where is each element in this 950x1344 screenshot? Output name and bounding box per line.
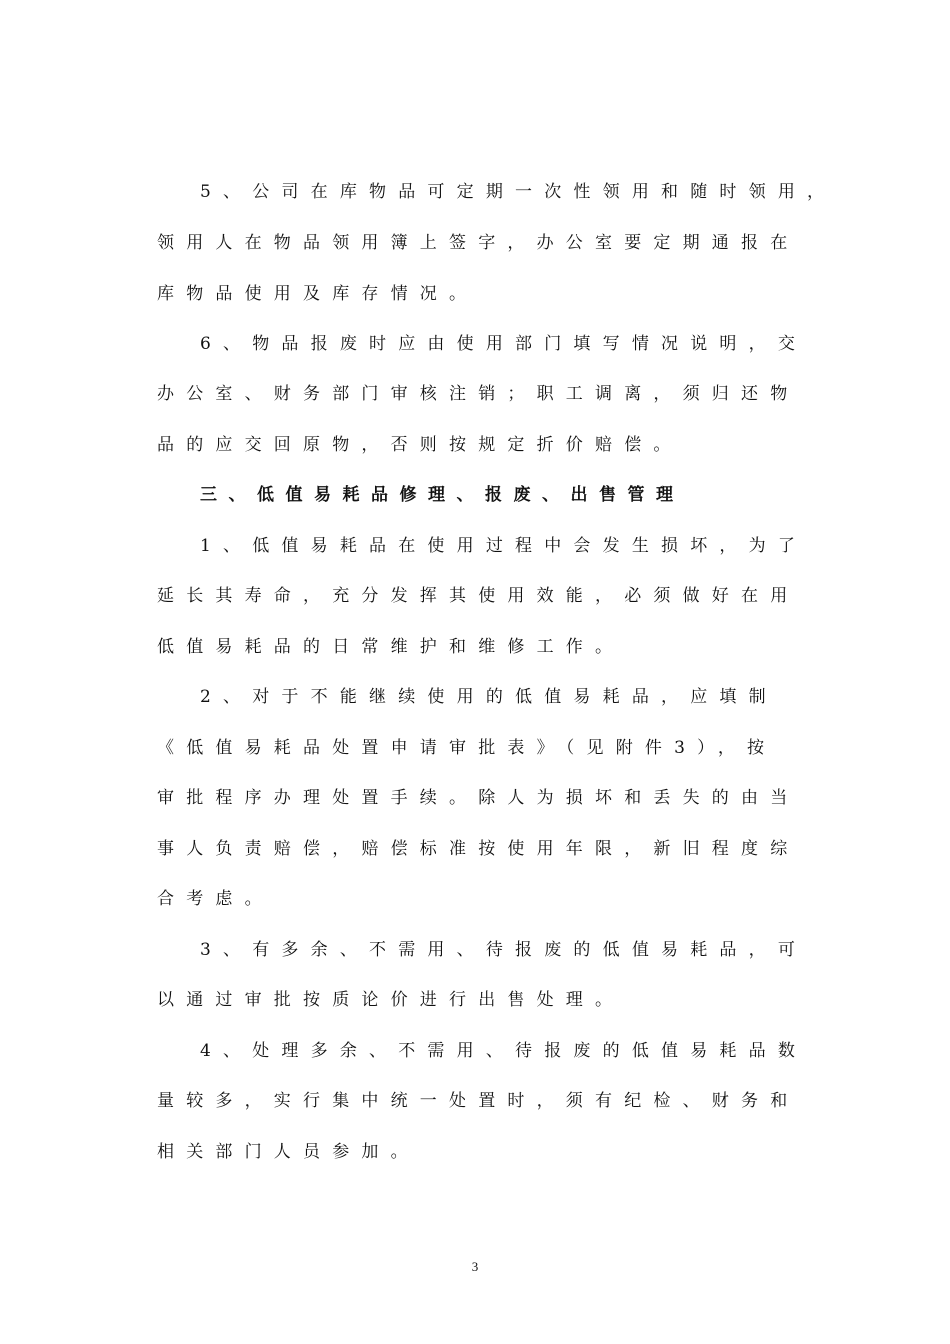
section-heading: 三、低值易耗品修理、报废、出售管理 xyxy=(200,485,685,505)
item-1-line-3: 低值易耗品的日常维护和维修工作。 xyxy=(157,637,625,657)
paragraph-6-line-3: 品的应交回原物，否则按规定折价赔偿。 xyxy=(157,435,683,455)
item-2-line-5: 合考虑。 xyxy=(157,889,274,909)
item-4-line-1: 4、处理多余、不需用、待报废的低值易耗品数 xyxy=(200,1041,808,1061)
page-number: 3 xyxy=(471,1259,479,1274)
paragraph-5-line-2: 领用人在物品领用簿上签字，办公室要定期通报在 xyxy=(157,233,800,253)
item-1-line-2: 延长其寿命，充分发挥其使用效能，必须做好在用 xyxy=(157,586,800,606)
item-4-line-3: 相关部门人员参加。 xyxy=(157,1142,420,1162)
item-2-line-3: 审批程序办理处置手续。除人为损坏和丢失的由当 xyxy=(157,788,800,808)
paragraph-6-line-1: 6、物品报废时应由使用部门填写情况说明，交 xyxy=(200,334,808,354)
item-3-line-1: 3、有多余、不需用、待报废的低值易耗品，可 xyxy=(200,940,808,960)
item-1-line-1: 1、低值易耗品在使用过程中会发生损坏，为了 xyxy=(200,536,808,556)
item-3-line-2: 以通过审批按质论价进行出售处理。 xyxy=(157,990,625,1010)
paragraph-5-line-3: 库物品使用及库存情况。 xyxy=(157,284,479,304)
paragraph-5-line-1: 5、公司在库物品可定期一次性领用和随时领用， xyxy=(200,182,837,202)
item-2-line-2: 《低值易耗品处置申请审批表》（见附件3），按 xyxy=(157,738,777,758)
item-2-line-1: 2、对于不能继续使用的低值易耗品，应填制 xyxy=(200,687,778,707)
paragraph-6-line-2: 办公室、财务部门审核注销；职工调离，须归还物 xyxy=(157,384,800,404)
item-2-line-4: 事人负责赔偿，赔偿标准按使用年限，新旧程度综 xyxy=(157,839,800,859)
item-4-line-2: 量较多，实行集中统一处置时，须有纪检、财务和 xyxy=(157,1091,800,1111)
